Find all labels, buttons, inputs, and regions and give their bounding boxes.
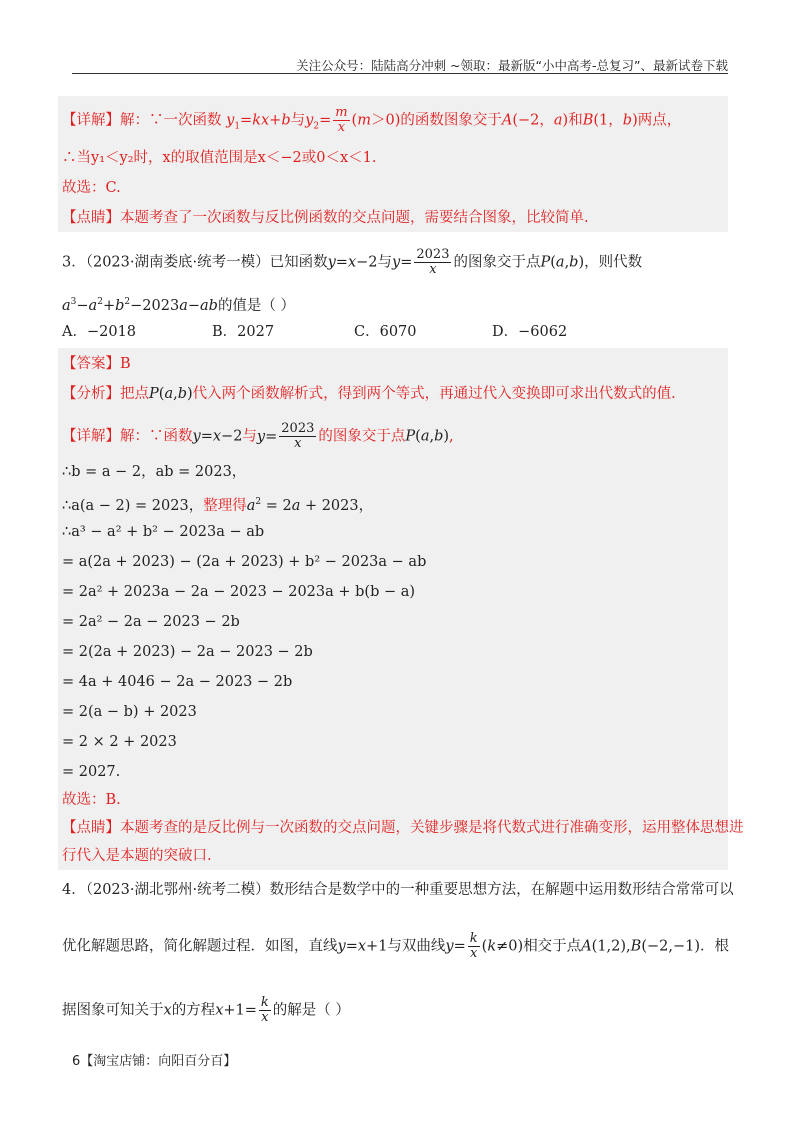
q3-step-6: = 2a² − 2a − 2023 − 2b xyxy=(62,614,240,630)
q3-stem-line2: $a^3-a^2+b^2-2023a-ab$的值是（ ） xyxy=(62,297,296,314)
q3-step-8: = 4a + 4046 − 2a − 2023 − 2b xyxy=(62,674,293,690)
q3-options xyxy=(62,322,567,342)
q3-step-11: = 2027. xyxy=(62,764,121,780)
q3-stem-line1: 3．（2023·湖南娄底·统考一模）已知函数y=x−2与y= $\frac{2023}{x}$ 的图象交于点P(a,b)，则代数 xyxy=(62,247,643,277)
q3-comment-line2: 行代入是本题的突破口. xyxy=(62,848,212,864)
q3-answer: 【答案】B xyxy=(62,356,131,372)
q3-step-10: = 2 × 2 + 2023 xyxy=(62,734,177,750)
q3-step-7: = 2(2a + 2023) − 2a − 2023 − 2b xyxy=(62,644,313,660)
q2-answer-line: 故选：C. xyxy=(62,180,121,196)
q3-detail: 【详解】解：∵函数y=x−2与y= $\frac{2023}{x}$ 的图象交于点P(a,b), xyxy=(62,421,454,451)
q3-step-3: ∴a³ − a² + b² − 2023a − ab xyxy=(62,524,265,540)
page-footer: 6【淘宝店铺：向阳百分百】 xyxy=(72,1054,237,1069)
q4-line2: 优化解题思路，简化解题过程．如图，直线y=x+1与双曲线y= $\frac{k}{x}$ (k≠0)相交于点A(1,2),B(−2,−1)．根 xyxy=(62,931,729,961)
q2-comment: 【点睛】本题考查了一次函数与反比例函数的交点问题，需要结合图象，比较简单. xyxy=(62,210,589,226)
option-a: A．−2018 xyxy=(62,324,137,340)
header-rule xyxy=(72,73,728,74)
q2-detail-line: 【详解】解：∵一次函数 $y_1=kx+b$与$y_2=$ $\frac{m}{x}$ (m＞0)的函数图象交于A(−2，a)和B(1，b)两点， xyxy=(62,105,682,135)
q2-range-line: ∴当y₁＜y₂时，x的取值范围是x＜−2或0＜x＜1. xyxy=(62,150,377,166)
q4-line1: 4．（2023·湖北鄂州·统考二模）数形结合是数学中的一种重要思想方法，在解题中运用数形结合常常可以 xyxy=(62,882,734,898)
q3-analysis: 【分析】把点P(a,b)代入两个函数解析式，得到两个等式，再通过代入变换即可求出代数式的值. xyxy=(62,386,676,402)
option-b: B．2027 xyxy=(212,324,275,340)
q3-step-4: = a(2a + 2023) − (2a + 2023) + b² − 2023a − ab xyxy=(62,554,427,570)
q3-answer-line: 故选：B. xyxy=(62,792,121,808)
q3-step-5: = 2a² + 2023a − 2a − 2023 − 2023a + b(b − a) xyxy=(62,584,416,600)
q4-line3: 据图象可知关于x的方程x+1= $\frac{k}{x}$ 的解是（ ） xyxy=(62,995,350,1025)
q3-step-9: = 2(a − b) + 2023 xyxy=(62,704,197,720)
q3-comment-line1: 【点睛】本题考查的是反比例与一次函数的交点问题，关键步骤是将代数式进行准确变形，运用整体思想进 xyxy=(62,820,744,836)
option-c: C．6070 xyxy=(354,324,417,340)
q3-step-1: ∴b = a − 2，ab = 2023， xyxy=(62,464,247,480)
q3-step-2: ∴a(a − 2) = 2023，整理得$a^2 = 2a + 2023$， xyxy=(62,497,374,514)
page-header: 关注公众号：陆陆高分冲刺 ~领取：最新版“小中高考-总复习”、最新试卷下载 xyxy=(296,58,728,73)
option-d: D．−6062 xyxy=(492,324,568,340)
